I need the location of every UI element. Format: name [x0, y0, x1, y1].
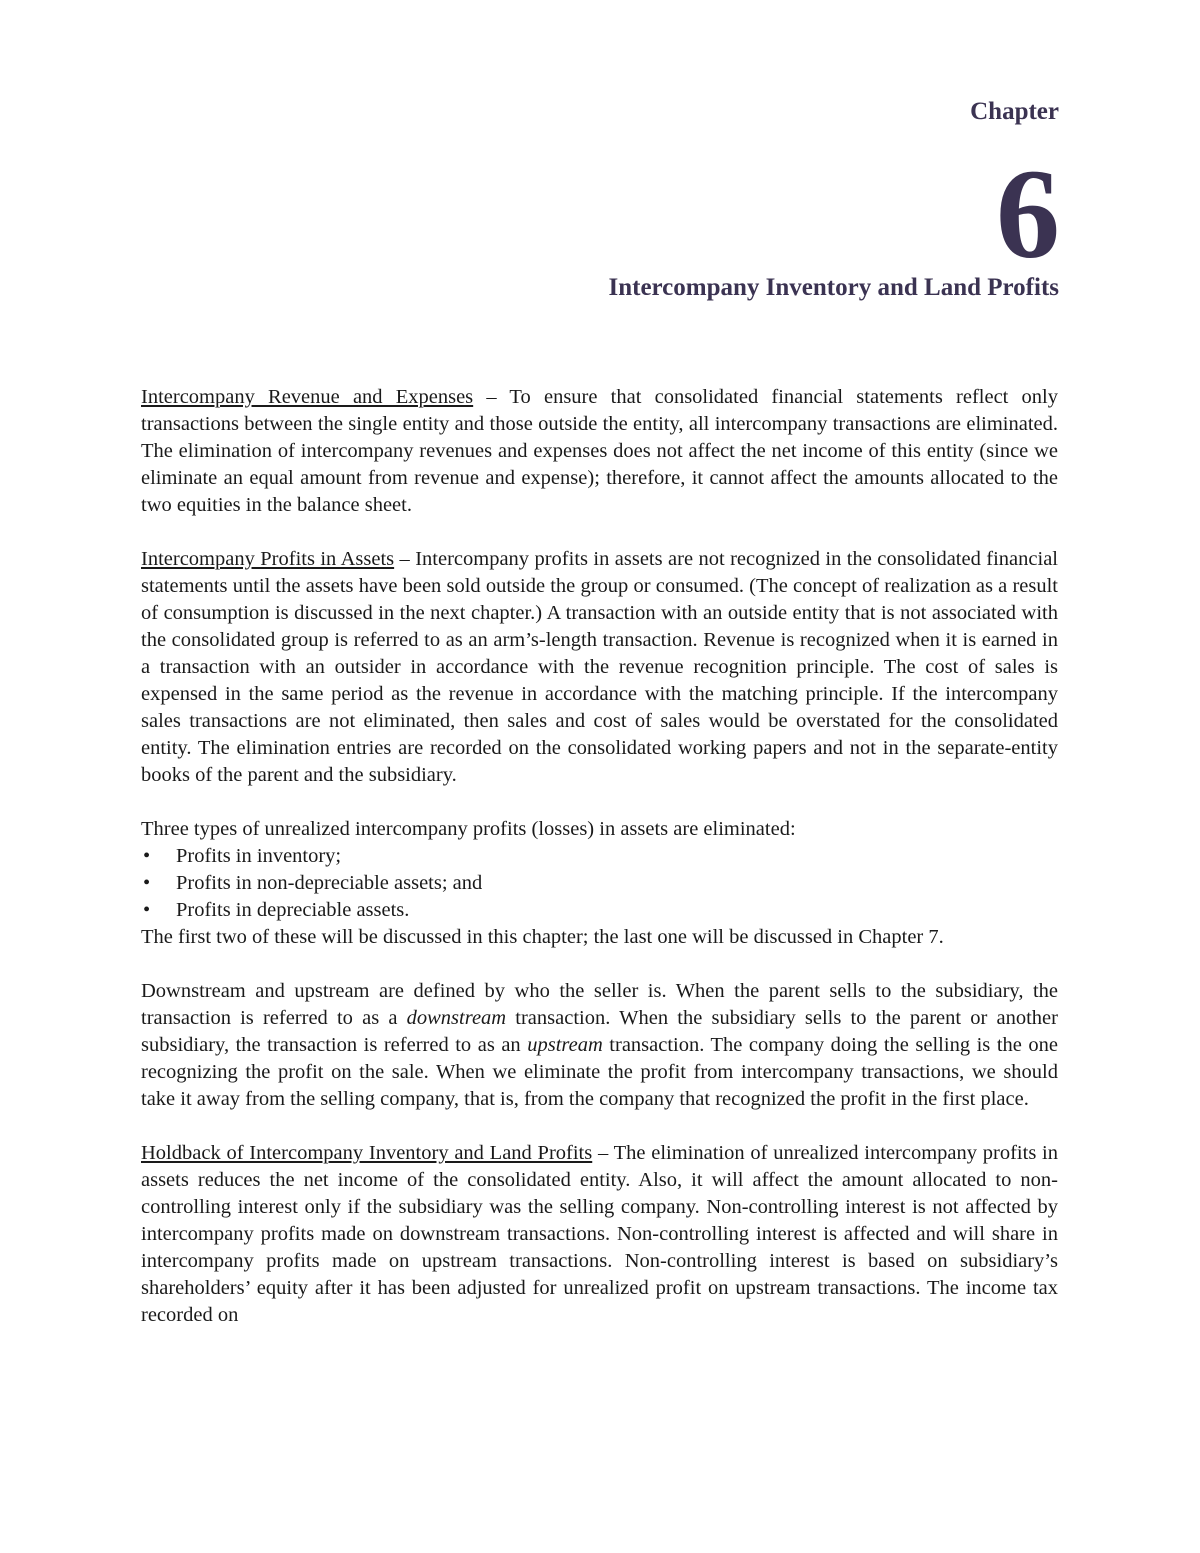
- section-heading-holdback: Holdback of Intercompany Inventory and Land Profits: [141, 1142, 593, 1164]
- profit-types-list: [141, 843, 1058, 924]
- paragraph-text: transaction. The company doing the selling is the one recognizing the profit on the sale. When we eliminate the profit from intercompany transactions, we should take it away from the selling company, that is, from the company that recognized the profit in the first place.: [141, 1034, 1058, 1110]
- paragraph-profits-in-assets: [141, 546, 1058, 789]
- paragraph-text: transaction. When the subsidiary sells to the parent or another subsidiary, the transaction is referred to as an: [141, 1007, 1058, 1056]
- list-item-text: Profits in depreciable assets.: [176, 899, 410, 921]
- term-downstream: downstream: [406, 1007, 507, 1029]
- list-item-text: Profits in inventory;: [176, 845, 342, 867]
- paragraph-revenue-expenses: [141, 384, 1058, 519]
- list-item: [141, 870, 1058, 897]
- paragraph-text: Downstream and upstream are defined by who the seller is. When the parent sells to the subsidiary, the transaction is referred to as a: [141, 980, 1058, 1029]
- paragraph-text: – The elimination of unrealized intercompany profits in assets reduces the net income of the consolidated entity. Also, it will affect the amount allocated to non-controlling interest only if the subsidiary was the selling company. Non-controlling interest is not affected by intercompany profits made on downstream transactions. Non-controlling interest is affected and will share in intercompany profits made on upstream transactions. Non-controlling interest is based on subsidiary’s shareholders’ equity after it has been adjusted for unrealized profit on upstream transactions. The income tax recorded on: [141, 1142, 1058, 1326]
- bullet-icon: •: [143, 899, 151, 921]
- list-item: [141, 897, 1058, 924]
- paragraph-text: – To ensure that consolidated financial statements reflect only transactions between the single entity and those outside the entity, all intercompany transactions are eliminated. The elimination of intercompany revenues and expenses does not affect the net income of this entity (since we eliminate an equal amount from revenue and expense); therefore, it cannot affect the amounts allocated to the two equities in the balance sheet.: [141, 386, 1058, 516]
- chapter-title: Intercompany Inventory and Land Profits: [608, 274, 1059, 301]
- paragraph-profit-types: [141, 816, 1058, 951]
- term-upstream: upstream: [527, 1034, 603, 1056]
- profit-types-outro: The first two of these will be discussed in this chapter; the last one will be discussed in Chapter 7.: [141, 926, 944, 948]
- document-body: [141, 384, 1058, 1329]
- bullet-icon: •: [143, 872, 151, 894]
- chapter-number: 6: [996, 143, 1060, 285]
- paragraph-downstream-upstream: [141, 978, 1058, 1113]
- profit-types-intro: Three types of unrealized intercompany profits (losses) in assets are eliminated:: [141, 818, 796, 840]
- paragraph-holdback: [141, 1140, 1058, 1329]
- section-heading-revenue-expenses: Intercompany Revenue and Expenses: [141, 386, 474, 408]
- bullet-icon: •: [143, 845, 151, 867]
- list-item-text: Profits in non-depreciable assets; and: [176, 872, 483, 894]
- chapter-label: Chapter: [970, 98, 1059, 125]
- paragraph-text: – Intercompany profits in assets are not recognized in the consolidated financial statements until the assets have been sold outside the group or consumed. (The concept of realization as a result of consumption is discussed in the next chapter.) A transaction with an outside entity that is not associated with the consolidated group is referred to as an arm’s-length transaction. Revenue is recognized when it is earned in a transaction with an outsider in accordance with the revenue recognition principle. The cost of sales is expensed in the same period as the revenue in accordance with the matching principle. If the intercompany sales transactions are not eliminated, then sales and cost of sales would be overstated for the consolidated entity. The elimination entries are recorded on the consolidated working papers and not in the separate-entity books of the parent and the subsidiary.: [141, 548, 1058, 786]
- section-heading-profits-in-assets: Intercompany Profits in Assets: [141, 548, 395, 570]
- list-item: [141, 843, 1058, 870]
